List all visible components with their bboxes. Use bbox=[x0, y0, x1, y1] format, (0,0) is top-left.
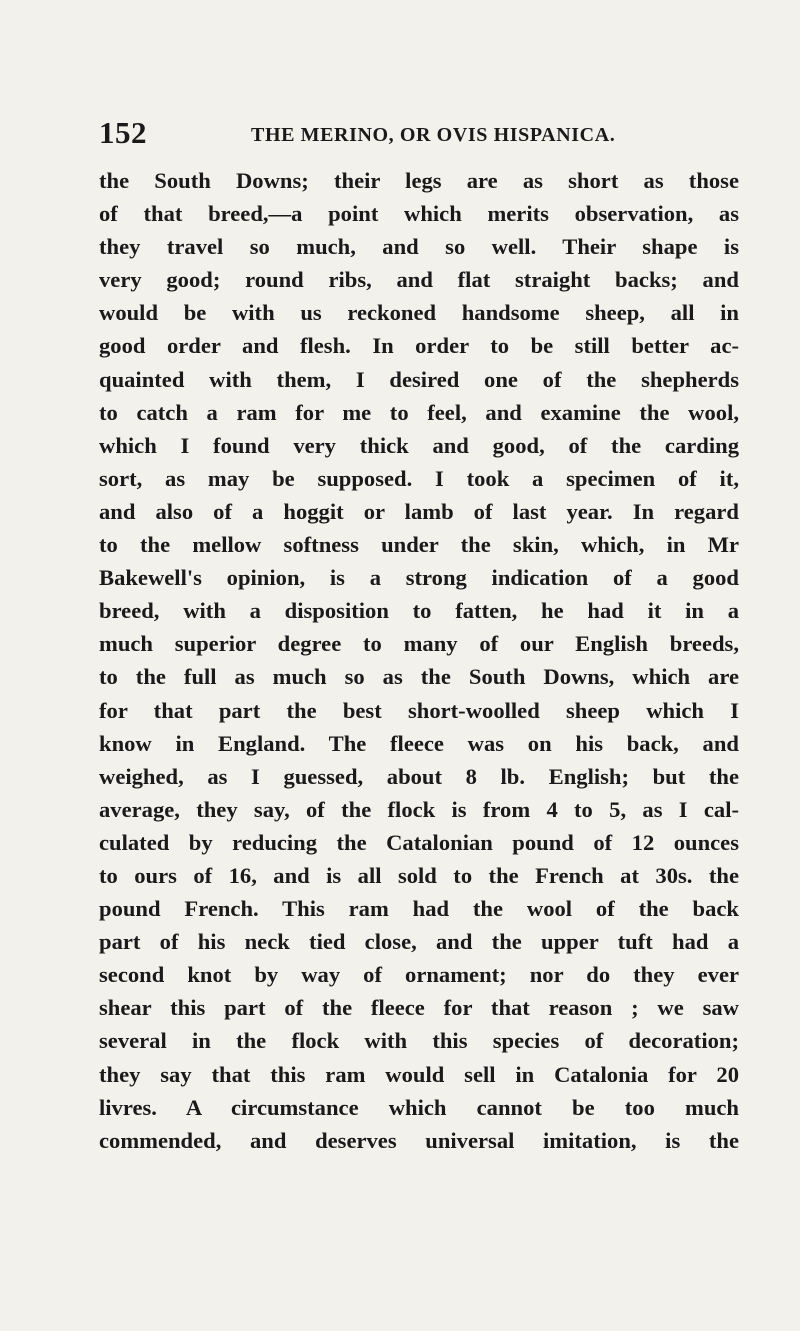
page-number: 152 bbox=[99, 115, 147, 150]
text-line: of that breed,—a point which merits observation, as bbox=[99, 201, 739, 227]
text-line: they travel so much, and so well. Their shape is bbox=[99, 234, 739, 260]
text-line: Bakewell's opinion, is a strong indication of a good bbox=[99, 565, 739, 591]
running-head: THE MERINO, OR OVIS HISPANICA. bbox=[251, 124, 616, 146]
text-line: much superior degree to many of our English breeds, bbox=[99, 631, 739, 657]
body-text bbox=[99, 164, 739, 1157]
text-line: pound French. This ram had the wool of the back bbox=[99, 896, 739, 922]
text-line: to the mellow softness under the skin, which, in Mr bbox=[99, 532, 739, 558]
text-line: commended, and deserves universal imitation, is the bbox=[99, 1127, 739, 1153]
text-line: they say that this ram would sell in Catalonia for 20 bbox=[99, 1061, 739, 1087]
text-line: to ours of 16, and is all sold to the French at 30s. the bbox=[99, 862, 739, 888]
page-header bbox=[99, 115, 739, 150]
text-line: sort, as may be supposed. I took a specimen of it, bbox=[99, 465, 739, 491]
text-line: culated by reducing the Catalonian pound of 12 ounces bbox=[99, 829, 739, 855]
text-line: part of his neck tied close, and the upper tuft had a bbox=[99, 929, 739, 955]
text-line: very good; round ribs, and flat straight backs; and bbox=[99, 267, 739, 293]
text-line: breed, with a disposition to fatten, he had it in a bbox=[99, 598, 739, 624]
text-line: livres. A circumstance which cannot be too much bbox=[99, 1094, 739, 1120]
text-line: second knot by way of ornament; nor do they ever bbox=[99, 962, 739, 988]
text-line: would be with us reckoned handsome sheep, all in bbox=[99, 300, 739, 326]
text-line: to catch a ram for me to feel, and examine the wool, bbox=[99, 399, 739, 425]
text-line: which I found very thick and good, of the carding bbox=[99, 432, 739, 458]
text-line: for that part the best short-woolled sheep which I bbox=[99, 697, 739, 723]
text-line: and also of a hoggit or lamb of last year. In regard bbox=[99, 498, 739, 524]
text-line: good order and flesh. In order to be still better ac- bbox=[99, 333, 739, 359]
text-line: quainted with them, I desired one of the shepherds bbox=[99, 366, 739, 392]
text-line: weighed, as I guessed, about 8 lb. English; but the bbox=[99, 763, 739, 789]
text-line: the South Downs; their legs are as short as those bbox=[99, 168, 739, 193]
text-line: know in England. The fleece was on his back, and bbox=[99, 730, 739, 756]
text-line: average, they say, of the flock is from 4 to 5, as I cal- bbox=[99, 796, 739, 822]
text-line: shear this part of the fleece for that reason ; we saw bbox=[99, 995, 739, 1021]
text-line: to the full as much so as the South Downs, which are bbox=[99, 664, 739, 690]
text-line: several in the flock with this species of decoration; bbox=[99, 1028, 739, 1054]
